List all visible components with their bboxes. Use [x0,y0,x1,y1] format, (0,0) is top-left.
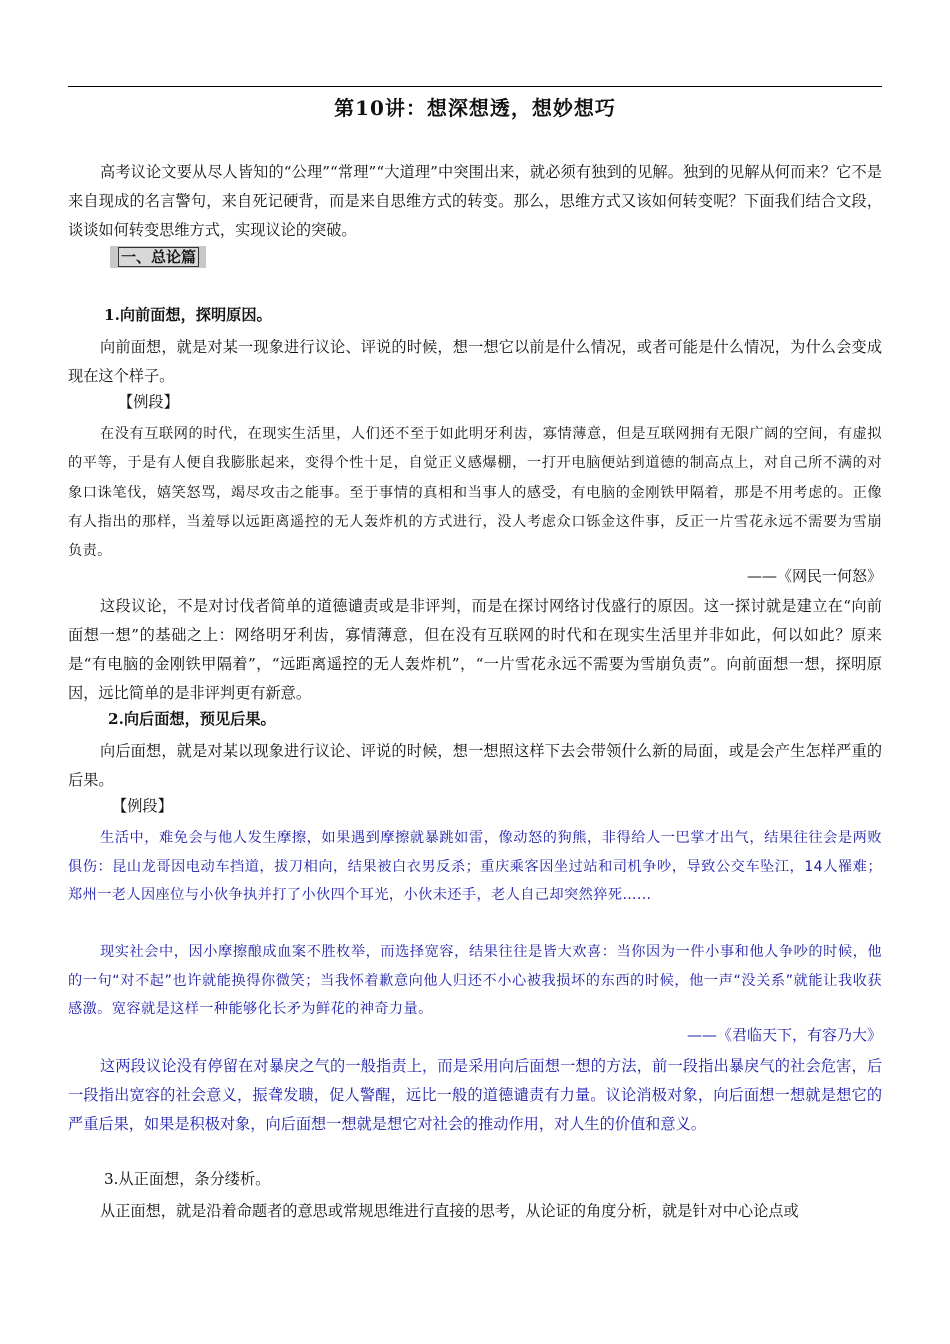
example-paragraph-1: 在没有互联网的时代，在现实生活里，人们还不至于如此明牙利齿，寡情薄意，但是互联网拥有无限广阔的空间，有虚拟的平等，于是有人便自我膨胀起来，变得个性十足，自觉正义感爆棚，一打开电脑便站到道德的制高点上，对自己所不满的对象口诛笔伐，嬉笑怒骂，竭尽攻击之能事。至于事情的真相和当事人的感受，有电脑的金刚铁甲隔着，那是不用考虑的。正像有人指出的那样，当羞辱以远距离遥控的无人轰炸机的方式进行，没人考虑众口铄金这件事，反正一片雪花永远不需要为雪崩负责。 [68,426,882,560]
header-rule [68,86,882,87]
page-title: 第10讲：想深想透，想妙想巧 [334,96,616,120]
example-label-2: 【例段】 [112,797,173,815]
intro-paragraph: 高考议论文要从尽人皆知的“公理”“常理”“大道理”中突围出来，就必须有独到的见解。独到的见解从何而来？它不是来自现成的名言警句，来自死记硬背，而是来自思维方式的转变。那么，思维方式又该如何转变呢？下面我们结合文段，谈谈如何转变思维方式，实现议论的突破。 [68,163,882,239]
heading-1-description: 向前面想，就是对某一现象进行议论、评说的时候，想一想它以前是什么情况，或者可能是什么情况，为什么会变成现在这个样子。 [68,338,882,385]
analysis-paragraph-1: 这段议论，不是对讨伐者简单的道德谴责或是非评判，而是在探讨网络讨伐盛行的原因。这一探讨就是建立在“向前面想一想”的基础之上：网络明牙利齿，寡情薄意，但在没有互联网的时代和在现实生活里并非如此，何以如此？原来是“有电脑的金刚铁甲隔着”，“远距离遥控的无人轰炸机”，“一片雪花永远不需要为雪崩负责”。向前面想一想，探明原因，远比简单的是非评判更有新意。 [68,597,882,702]
section-heading [110,246,206,268]
heading-2-description: 向后面想，就是对某以现象进行议论、评说的时候，想一想照这样下去会带领什么新的局面，或是会产生怎样严重的后果。 [68,742,882,789]
example-label-1: 【例段】 [118,393,179,411]
heading-2: 2.向后面想，预见后果。 [108,710,276,728]
heading-3: 3.从正面想，条分缕析。 [104,1170,271,1188]
example-paragraph-2b: 现实社会中，因小摩擦酿成血案不胜枚举，而选择宽容，结果往往是皆大欢喜：当你因为一件小事和他人争吵的时候，他的一句“对不起”也许就能换得你微笑；当我怀着歉意向他人归还不小心被我损坏的东西的时候，他一声“没关系”就能让我收获感激。宽容就是这样一种能够化长矛为鲜花的神奇力量。 [68,944,882,1017]
section-label: 一、总论篇 [118,247,199,267]
heading-3-description: 从正面想，就是沿着命题者的意思或常规思维进行直接的思考，从论证的角度分析，就是针对中心论点或 [100,1202,799,1220]
heading-1 [104,304,272,325]
source-2: ——《君临天下，有容乃大》 [686,1026,882,1044]
source-1: ——《网民一何怒》 [746,567,882,585]
analysis-paragraph-2: 这两段议论没有停留在对暴戾之气的一般指责上，而是采用向后面想一想的方法，前一段指出暴戾气的社会危害，后一段指出宽容的社会意义，振聋发聩，促人警醒，远比一般的道德谴责有力量。议论消极对象，向后面想一想就是想它的严重后果，如果是积极对象，向后面想一想就是想它对社会的推动作用，对人生的价值和意义。 [68,1057,882,1133]
example-paragraph-2a: 生活中，难免会与他人发生摩擦，如果遇到摩擦就暴跳如雷，像动怒的狗熊，非得给人一巴掌才出气，结果往往会是两败俱伤：昆山龙哥因电动车挡道，拔刀相向，结果被白衣男反杀；重庆乘客因坐过站和司机争吵，导致公交车坠江，14人罹难；郑州一老人因座位与小伙争执并打了小伙四个耳光，小伙未还手，老人自己却突然猝死…… [68,830,882,903]
heading-1-text: 1.向前面想，探明原因。 [104,306,272,324]
